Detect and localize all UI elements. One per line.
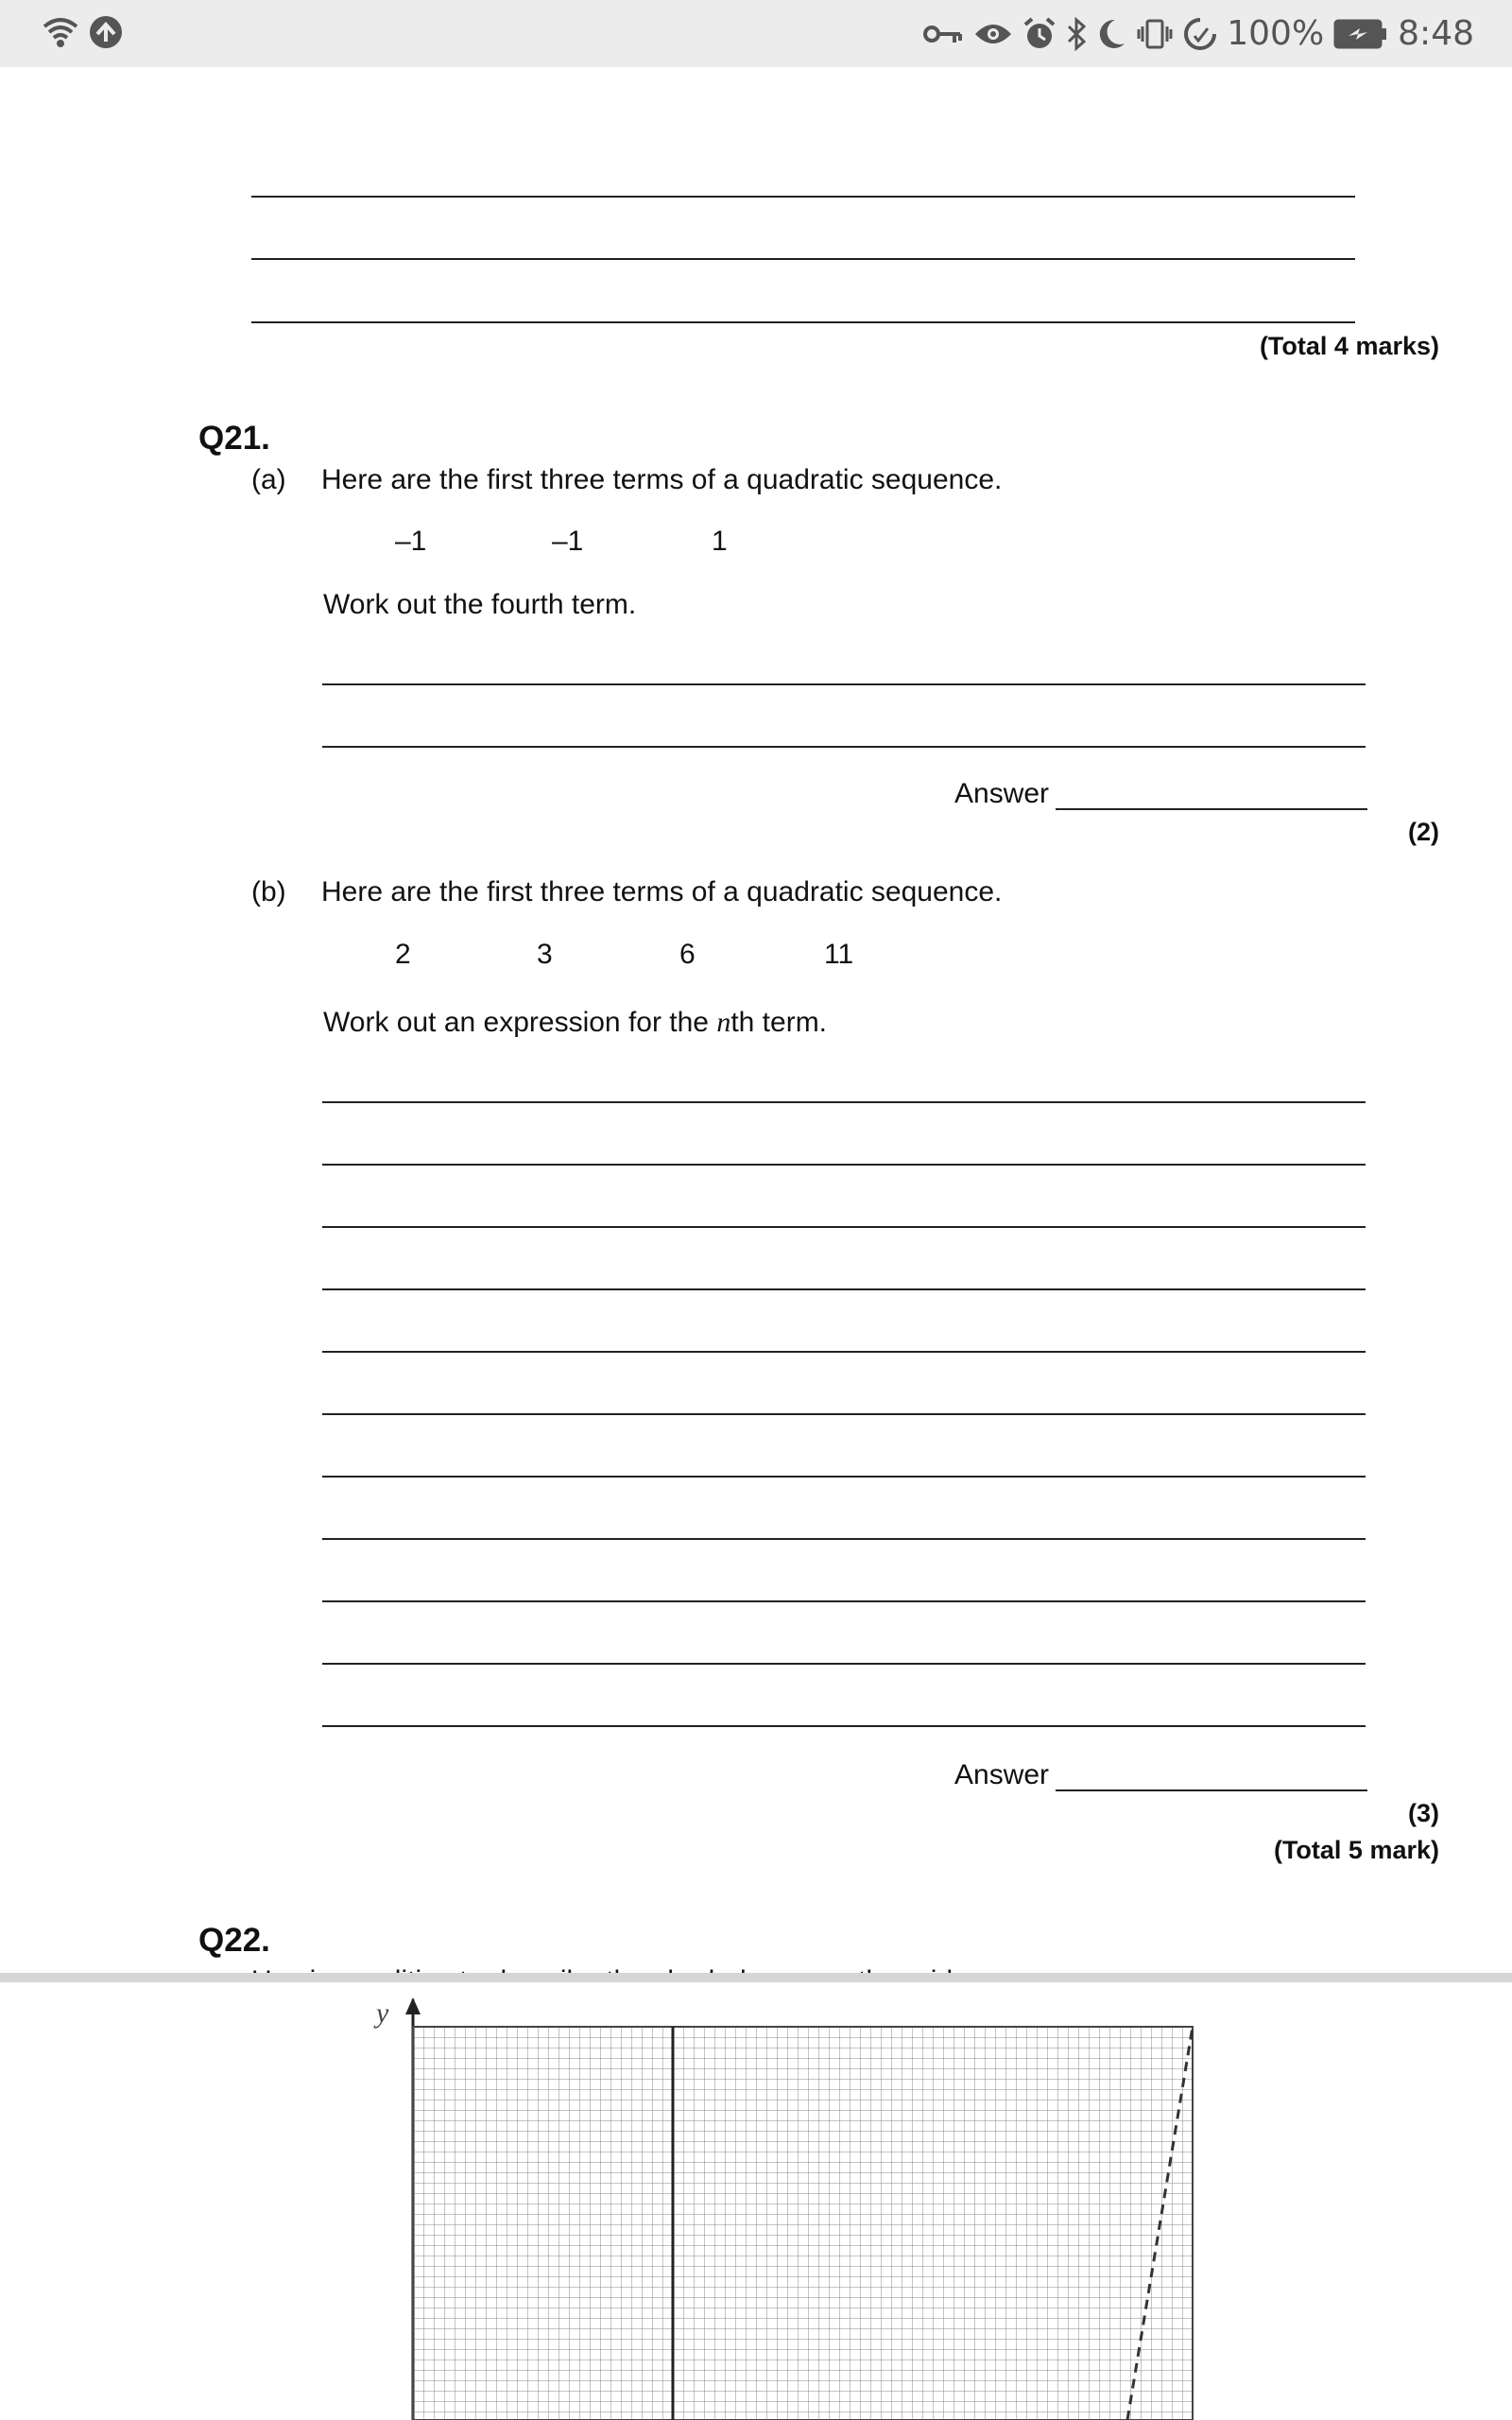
answer-line [251,258,1355,260]
working-line[interactable] [322,1351,1366,1353]
question-number: Q21. [198,420,270,457]
vibrate-icon [1136,17,1174,51]
page-separator [0,1973,1512,1982]
variable-n: n [716,1007,731,1038]
working-line[interactable] [322,683,1366,685]
working-line[interactable] [322,1600,1366,1602]
question-instruction: Work out the fourth term. [323,589,637,620]
answer-field[interactable] [1056,808,1367,810]
eye-icon [973,20,1013,48]
answer-line [251,321,1355,323]
document-page-next [0,1982,1512,2420]
part-marks: (2) [1408,818,1439,846]
sequence-term: 2 [395,939,411,970]
part-label: (a) [251,464,286,495]
question-prompt: Here are the first three terms of a quadratic sequence. [321,464,1003,495]
answer-field[interactable] [1056,1789,1367,1791]
sequence-term: 6 [679,939,696,970]
status-bar [0,0,1512,67]
answer-label: Answer [954,778,1050,809]
working-line[interactable] [322,1164,1366,1166]
part-label: (b) [251,876,286,908]
answer-label: Answer [954,1759,1050,1790]
do-not-disturb-icon [1096,17,1126,51]
vpn-key-icon [922,20,964,48]
sequence-term: –1 [552,526,584,557]
sequence-term: –1 [395,526,427,557]
alarm-icon [1022,17,1057,51]
data-saver-icon [1183,17,1217,51]
working-line[interactable] [322,1413,1366,1415]
working-line[interactable] [322,746,1366,748]
part-marks: (3) [1408,1799,1439,1827]
clock-time: 8:48 [1398,14,1474,53]
sequence-term: 1 [712,526,728,557]
working-line[interactable] [322,1288,1366,1290]
working-line[interactable] [322,1538,1366,1540]
signal-icon [87,13,125,56]
inequality-grid [0,1982,1512,2420]
question-instruction: Work out an expression for the nth term. [323,1007,828,1038]
battery-percent: 100% [1227,14,1325,53]
working-line[interactable] [322,1725,1366,1727]
sequence-term: 3 [537,939,553,970]
working-line[interactable] [322,1226,1366,1228]
total-marks: (Total 5 mark) [1273,1836,1439,1864]
grid-area [413,2027,1193,2420]
question-number: Q22. [198,1922,270,1959]
document-page [0,67,1512,1973]
working-line[interactable] [322,1101,1366,1103]
total-marks: (Total 4 marks) [1259,332,1439,360]
working-line[interactable] [322,1476,1366,1478]
question-prompt: Here are the first three terms of a quadratic sequence. [321,876,1003,908]
y-axis-arrow [405,1997,421,2014]
sequence-term: 11 [824,939,854,970]
wifi-icon [42,13,79,56]
working-line[interactable] [322,1663,1366,1665]
answer-line [251,196,1355,198]
bluetooth-icon [1066,17,1087,51]
y-axis-label: y [376,1997,389,2029]
battery-icon [1333,19,1388,49]
